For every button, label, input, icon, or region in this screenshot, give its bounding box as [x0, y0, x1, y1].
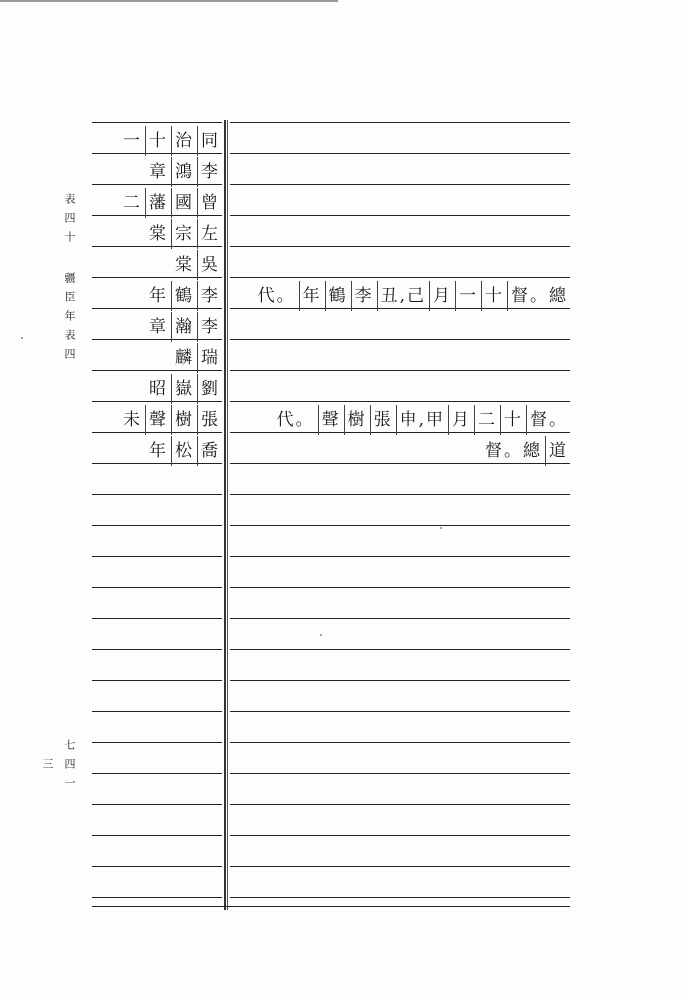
row-rule-right [230, 618, 570, 619]
cell-text: 十 [500, 405, 523, 435]
margin-page-number: 七四一三 [41, 738, 76, 796]
row-rule-right [230, 897, 570, 898]
cell-text: 宗 [171, 219, 194, 249]
cell-text: 李 [197, 157, 220, 187]
official-name-cell [149, 374, 220, 404]
cell-text: 瀚 [171, 312, 194, 342]
cell-text: 樹 [171, 405, 194, 435]
official-name-cell [175, 343, 220, 373]
cell-text: 聲 [318, 405, 341, 435]
row-rule-right [230, 711, 570, 712]
cell-text: 李 [197, 312, 220, 342]
cell-text: 麟 [175, 348, 194, 368]
row-rule-left [92, 494, 222, 495]
cell-text: 月 [448, 405, 471, 435]
margin-table-number: 表四十 [63, 192, 76, 250]
cell-text: 申,甲 [396, 405, 445, 435]
cell-text: 瑞 [197, 343, 220, 373]
cell-text: 代。 [257, 286, 296, 306]
cell-text: 未 [123, 410, 142, 430]
row-rule-right [230, 680, 570, 681]
official-name-cell [149, 219, 220, 249]
cell-text: 鶴 [171, 281, 194, 311]
cell-text: 嶽 [171, 374, 194, 404]
scan-speck [440, 527, 442, 529]
cell-text: 章 [149, 317, 168, 337]
cell-text: 左 [197, 219, 220, 249]
official-name-cell [149, 157, 220, 187]
row-rule-right [230, 215, 570, 216]
cell-text: 丑,己 [377, 281, 426, 311]
row-rule-right [230, 742, 570, 743]
cell-text: 十 [481, 281, 504, 311]
cell-text: 治 [171, 126, 194, 156]
cell-text: 章 [149, 162, 168, 182]
cell-text: 樹 [344, 405, 367, 435]
official-name-cell [175, 250, 220, 280]
cell-text: 二 [474, 405, 497, 435]
official-table [92, 120, 570, 910]
row-rule-left [92, 525, 222, 526]
cell-text: 棠 [149, 224, 168, 244]
row-rule-left [92, 122, 222, 123]
official-name-cell [123, 126, 220, 156]
cell-text: 張 [370, 405, 393, 435]
official-name-cell [149, 436, 220, 466]
row-rule-left [92, 711, 222, 712]
cell-text: 月 [429, 281, 452, 311]
cell-text: 督。 [526, 405, 568, 435]
cell-text: 年 [149, 286, 168, 306]
cell-text: 同 [197, 126, 220, 156]
cell-text: 吳 [197, 250, 220, 280]
row-rule-right [230, 339, 570, 340]
row-rule-right [230, 773, 570, 774]
table-bottom-rule [92, 906, 570, 907]
row-rule-right [230, 246, 570, 247]
cell-text: 聲 [145, 405, 168, 435]
cell-text: 曾 [197, 188, 220, 218]
official-name-cell [123, 188, 220, 218]
cell-text: 松 [171, 436, 194, 466]
cell-text: 年 [299, 281, 322, 311]
scan-speck [21, 337, 23, 339]
row-rule-right [230, 184, 570, 185]
row-rule-left [92, 649, 222, 650]
cell-text: 國 [171, 188, 194, 218]
row-rule-right [230, 370, 570, 371]
row-rule-right [230, 401, 570, 402]
column-divider-inner [227, 120, 228, 910]
cell-text: 昭 [149, 379, 168, 399]
row-rule-left [92, 773, 222, 774]
column-divider [224, 120, 226, 910]
row-rule-left [92, 897, 222, 898]
appointment-note-cell [258, 281, 568, 311]
cell-text: 鶴 [325, 281, 348, 311]
row-rule-left [92, 618, 222, 619]
cell-text: 張 [197, 405, 220, 435]
cell-text: 督。總 [485, 441, 542, 461]
official-name-cell [123, 405, 220, 435]
row-rule-right [230, 153, 570, 154]
cell-text: 一 [123, 131, 142, 151]
cell-text: 二 [123, 193, 142, 213]
cell-text: 一 [455, 281, 478, 311]
appointment-note-cell [277, 405, 568, 435]
row-rule-left [92, 866, 222, 867]
row-rule-right [230, 866, 570, 867]
row-rule-left [92, 804, 222, 805]
cell-text: 督。總 [507, 281, 568, 311]
row-rule-right [230, 804, 570, 805]
row-rule-right [230, 556, 570, 557]
row-rule-left [92, 835, 222, 836]
cell-text: 李 [197, 281, 220, 311]
row-rule-right [230, 122, 570, 123]
cell-text: 十 [145, 126, 168, 156]
row-rule-left [92, 556, 222, 557]
page-top-rule [0, 0, 338, 2]
cell-text: 年 [149, 441, 168, 461]
cell-text: 藩 [145, 188, 168, 218]
appointment-note-cell [485, 436, 568, 466]
cell-text: 道 [545, 436, 568, 466]
cell-text: 代。 [276, 410, 315, 430]
cell-text: 喬 [197, 436, 220, 466]
official-name-cell [149, 281, 220, 311]
row-rule-left [92, 680, 222, 681]
row-rule-right [230, 835, 570, 836]
row-rule-right [230, 494, 570, 495]
row-rule-right [230, 277, 570, 278]
official-name-cell [149, 312, 220, 342]
row-rule-right [230, 587, 570, 588]
scan-speck [320, 634, 322, 636]
row-rule-left [92, 742, 222, 743]
cell-text: 鴻 [171, 157, 194, 187]
row-rule-left [92, 587, 222, 588]
cell-text: 李 [351, 281, 374, 311]
row-rule-right [230, 525, 570, 526]
cell-text: 劉 [197, 374, 220, 404]
margin-table-title: 疆臣年表四 [63, 271, 76, 367]
cell-text: 棠 [175, 255, 194, 275]
row-rule-right [230, 649, 570, 650]
